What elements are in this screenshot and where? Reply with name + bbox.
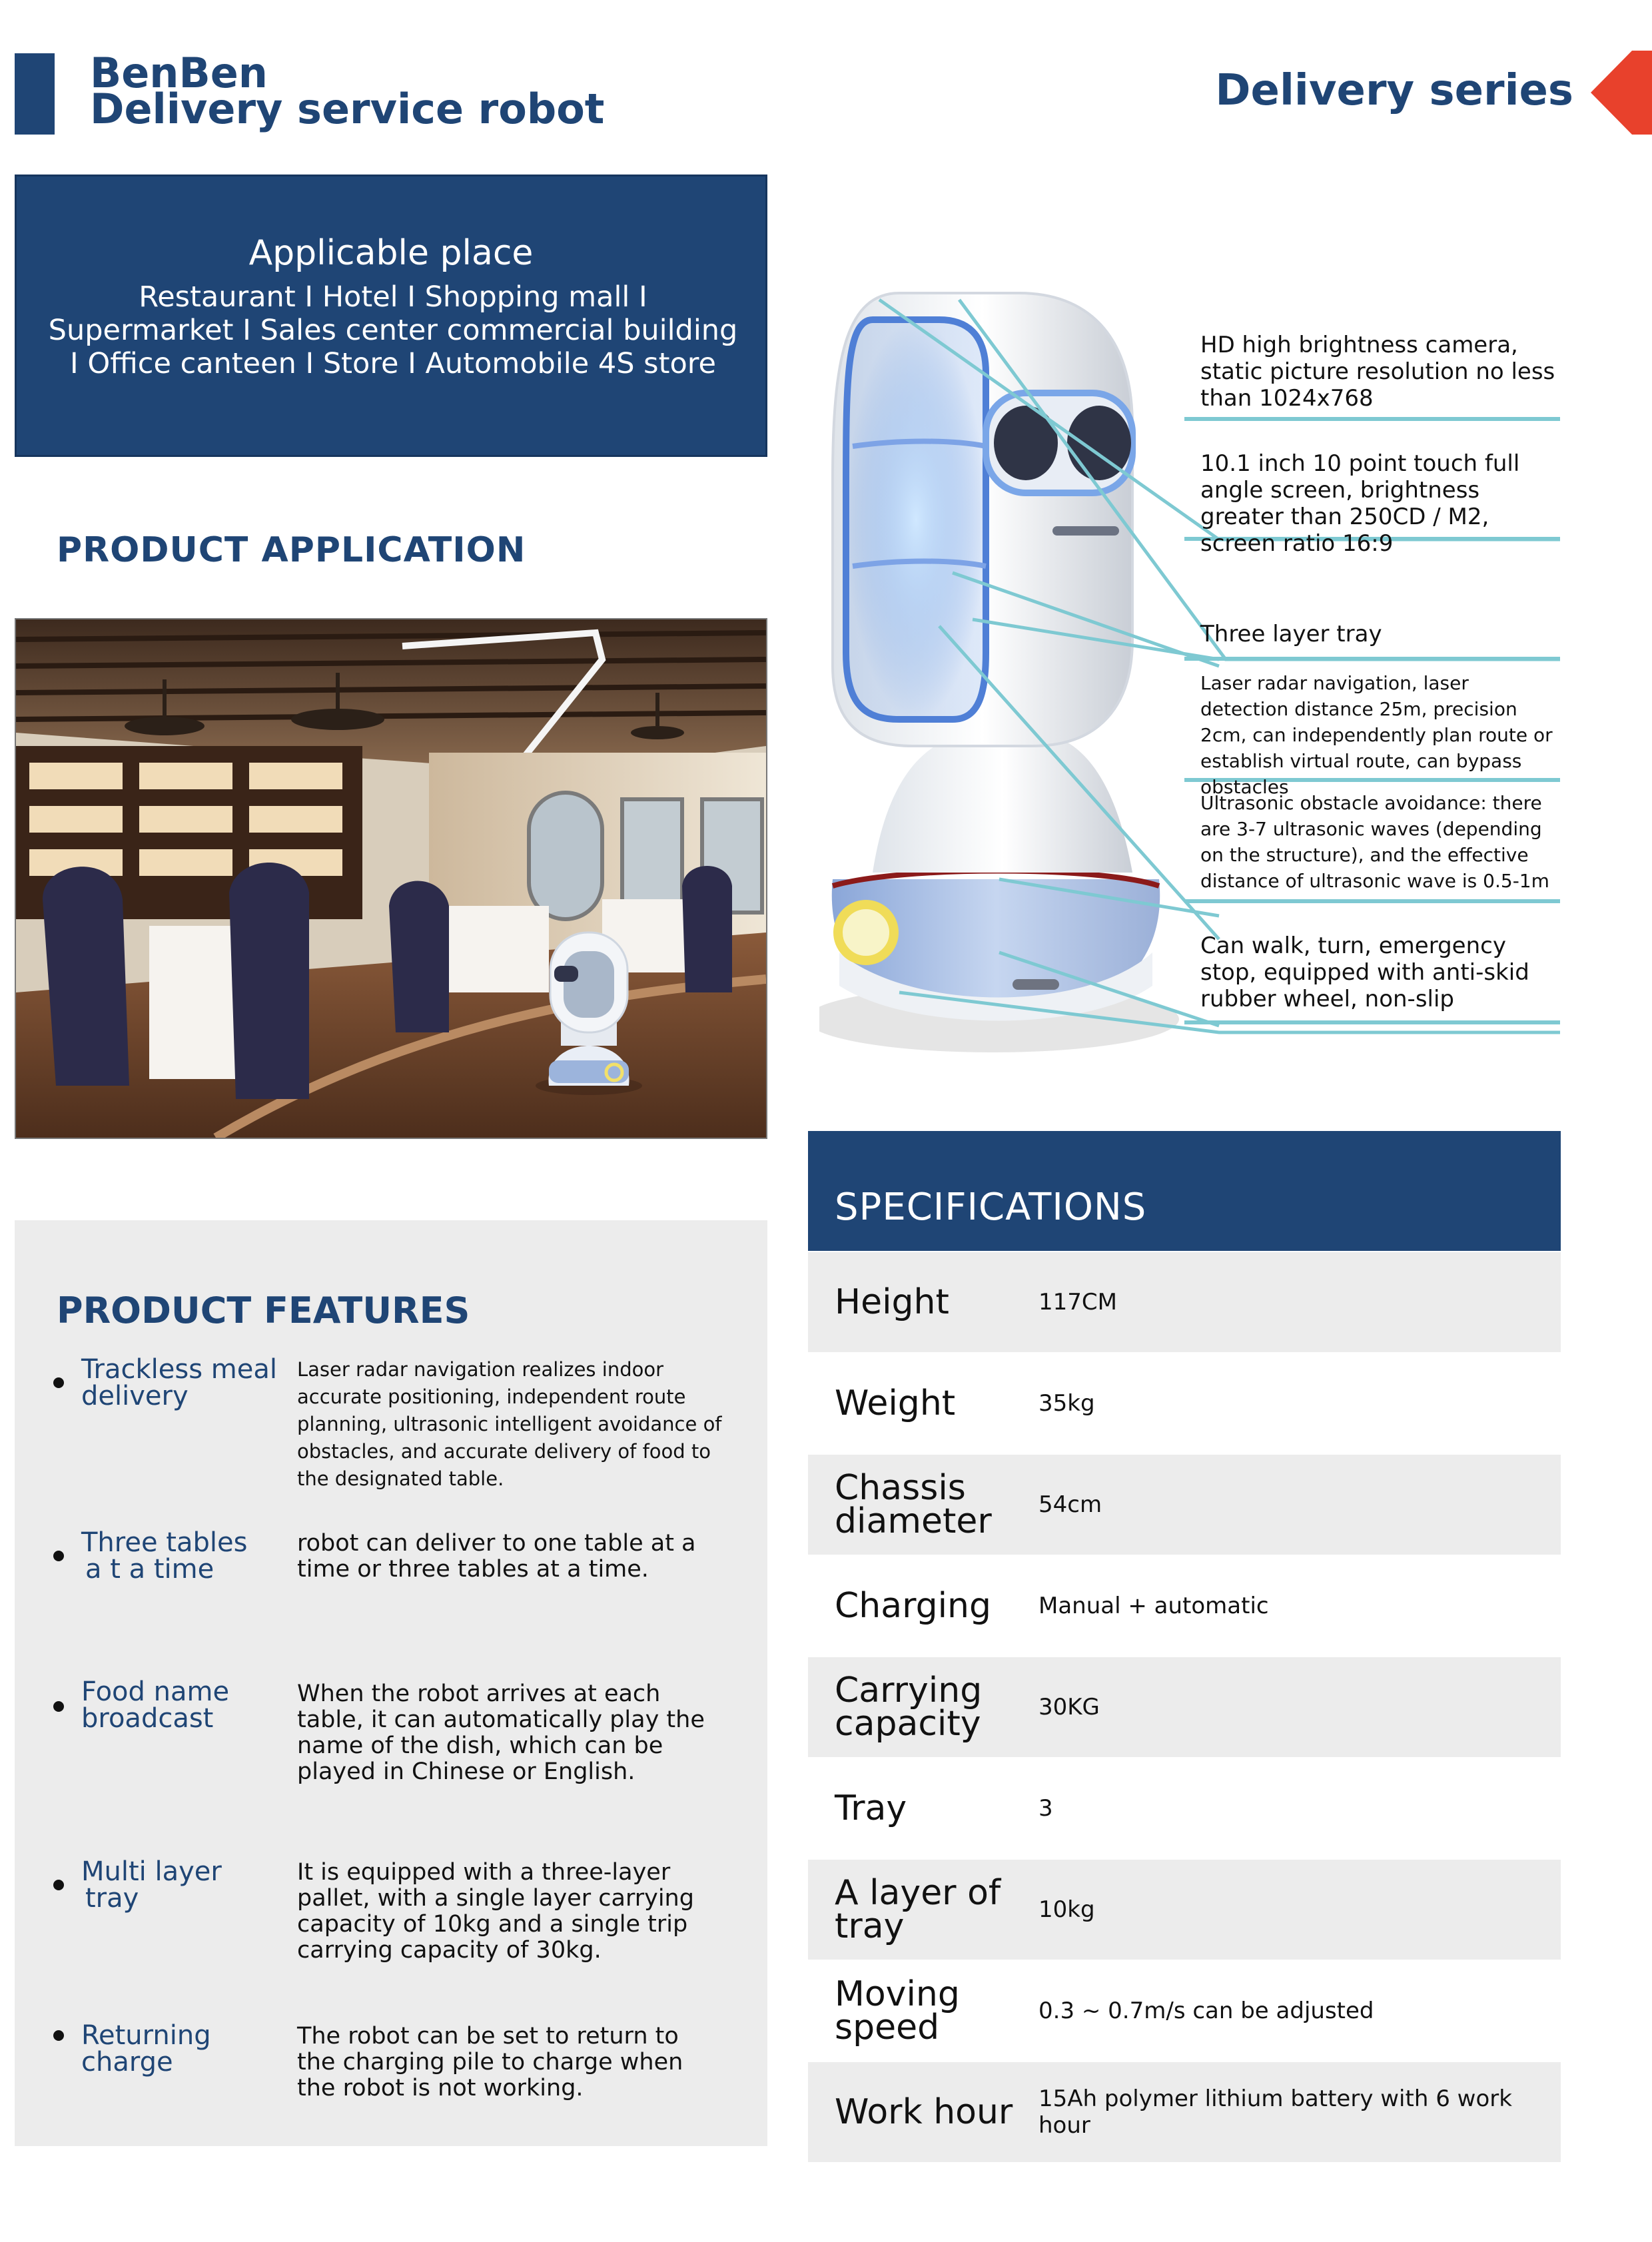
- page-title: Delivery service robot: [90, 85, 605, 133]
- callout-screen: 10.1 inch 10 point touch full angle screen, brightness greater than 250CD / M2, screen ratio 16:9: [1200, 450, 1520, 557]
- feature-desc-returning-charge: The robot can be set to return to the charging pile to charge when the robot is not working.: [297, 2023, 683, 2101]
- series-title: Delivery series: [1215, 66, 1573, 115]
- spec-value: Manual + automatic: [1038, 1593, 1269, 1619]
- brand-name: BenBen: [90, 49, 268, 97]
- series-arrow-icon: [1591, 51, 1652, 135]
- spec-row: [808, 1353, 1561, 1453]
- restaurant-scene-image: [15, 618, 767, 1139]
- feature-name-trackless: Trackless meal delivery: [81, 1354, 277, 1411]
- bullet-icon: [53, 1701, 64, 1712]
- spec-value: 3: [1038, 1795, 1053, 1822]
- bullet-icon: [53, 1880, 64, 1890]
- feature-desc-multi-layer: It is equipped with a three-layer pallet, with a single layer carrying capacity of 10kg and a single trip carrying capacity of 30kg.: [297, 1859, 694, 1964]
- spec-row: [808, 1556, 1561, 1656]
- spec-row: [808, 1961, 1561, 2061]
- applicable-place-heading: Applicable place: [248, 233, 534, 273]
- callout-ultrasonic: Ultrasonic obstacle avoidance: there are 3-7 ultrasonic waves (depending on the structure), and the effective distance of ultrasonic wave is 0.5-1m: [1200, 792, 1549, 892]
- spec-label: Height: [835, 1282, 949, 1322]
- header-accent-bar: [15, 53, 55, 135]
- specifications-title: SPECIFICATIONS: [835, 1186, 1147, 1229]
- applicable-place-list: Restaurant I Hotel I Shopping mall I Supermarket I Sales center commercial building I Office canteen I Store I Automobile 4S store: [48, 280, 738, 380]
- feature-desc-food-broadcast: When the robot arrives at each table, it can automatically play the name of the dish, which can be played in Chinese or English.: [297, 1681, 705, 1785]
- spec-label: Chassis diameter: [835, 1468, 992, 1541]
- spec-label: Charging: [835, 1586, 992, 1626]
- spec-row: [808, 1252, 1561, 1352]
- spec-value: 15Ah polymer lithium battery with 6 work hour: [1038, 2085, 1512, 2139]
- bullet-icon: [53, 1377, 64, 1388]
- spec-value: 54cm: [1038, 1491, 1102, 1518]
- feature-desc-three-tables: robot can deliver to one table at a time or three tables at a time.: [297, 1530, 696, 1583]
- callout-camera: HD high brightness camera, static picture resolution no less than 1024x768: [1200, 332, 1555, 412]
- spec-label: Tray: [835, 1788, 907, 1828]
- callout-wheel: Can walk, turn, emergency stop, equipped with anti-skid rubber wheel, non-slip: [1200, 933, 1529, 1012]
- spec-label: A layer of tray: [835, 1873, 1001, 1946]
- callout-line-ultrasonic: [1184, 899, 1560, 903]
- spec-row: [808, 1657, 1561, 1757]
- spec-row: [808, 1860, 1561, 1960]
- restaurant-illustration: [16, 619, 766, 1138]
- spec-row: [808, 2062, 1561, 2162]
- spec-row: [808, 1758, 1561, 1858]
- spec-value: 30KG: [1038, 1694, 1100, 1720]
- callout-line-tray: [1184, 657, 1560, 661]
- spec-value: 10kg: [1038, 1896, 1095, 1923]
- feature-name-food-broadcast: Food name broadcast: [81, 1677, 230, 1734]
- feature-name-multi-layer: Multi layer tray: [81, 1856, 222, 1914]
- spec-label: Moving speed: [835, 1974, 960, 2048]
- callout-line-camera: [1184, 417, 1560, 421]
- product-features-title: PRODUCT FEATURES: [57, 1290, 470, 1331]
- callout-laser-navigation: Laser radar navigation, laser detection distance 25m, precision 2cm, can independently plan route or establish virtual route, can bypass obstacles: [1200, 672, 1553, 798]
- bullet-icon: [53, 2030, 64, 2041]
- feature-name-returning-charge: Returning charge: [81, 2020, 211, 2077]
- spec-label: Carrying capacity: [835, 1671, 983, 1744]
- product-application-title: PRODUCT APPLICATION: [57, 530, 526, 570]
- spec-value: 0.3 ~ 0.7m/s can be adjusted: [1038, 1998, 1374, 2024]
- feature-name-three-tables: Three tables a t a time: [81, 1527, 248, 1585]
- spec-label: Work hour: [835, 2092, 1013, 2132]
- spec-row: [808, 1455, 1561, 1555]
- spec-label: Weight: [835, 1383, 956, 1423]
- applicable-place-panel: [15, 175, 767, 457]
- bullet-icon: [53, 1551, 64, 1561]
- spec-value: 35kg: [1038, 1390, 1095, 1417]
- specifications-header: [808, 1131, 1561, 1251]
- callout-tray: Three layer tray: [1200, 621, 1382, 647]
- spec-value: 117CM: [1038, 1289, 1117, 1315]
- callout-line-wheel: [1184, 1020, 1560, 1024]
- feature-desc-trackless: Laser radar navigation realizes indoor accurate positioning, independent route planning, ultrasonic intelligent avoidance of obstacles, and accurate delivery of food to the designated table.: [297, 1358, 722, 1490]
